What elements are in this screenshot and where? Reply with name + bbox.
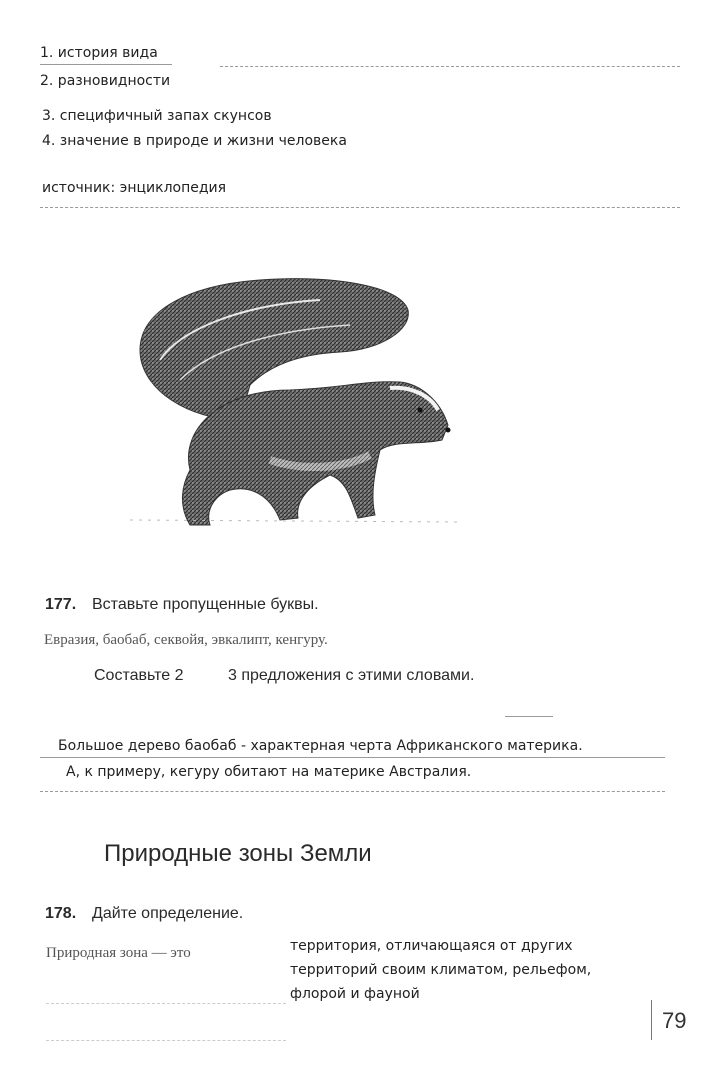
section-title: Природные зоны Земли [104, 840, 372, 867]
answer-underline [40, 757, 665, 758]
task-177-number: 177. [45, 596, 77, 613]
task-178-answer-2: территорий своим климатом, рельефом, [290, 962, 592, 978]
task-178-term: Природная зона — это [46, 945, 191, 961]
divider [40, 207, 680, 208]
divider [46, 1003, 286, 1004]
plan-item-3: 3. специфичный запах скунсов [42, 108, 272, 124]
task-178-title: Дайте определение. [92, 905, 244, 922]
task-177-words: Евразия, баобаб, секвойя, эвкалипт, кенгуру. [44, 632, 328, 648]
skunk-illustration [120, 270, 470, 540]
page-number: 79 [662, 1008, 687, 1033]
plan-item-2: 2. разновидности [40, 73, 171, 89]
task-177-compose-a: Составьте 2 [94, 667, 184, 684]
task-177-answer-1: Большое дерево баобаб - характерная черта Африканского материка. [58, 738, 583, 754]
task-178-answer-1: территория, отличающаяся от других [290, 938, 573, 954]
divider [220, 66, 680, 67]
plan-item-4: 4. значение в природе и жизни человека [42, 133, 347, 149]
page-number-rule [651, 1000, 652, 1040]
divider [40, 64, 172, 65]
task-177-compose-b: 3 предложения с этими словами. [228, 667, 475, 684]
task-177-answer-2: А, к примеру, кегуру обитают на материке Австралия. [66, 764, 472, 780]
task-178-number: 178. [45, 905, 77, 922]
divider [505, 716, 553, 717]
plan-item-1: 1. история вида [40, 45, 158, 61]
divider [46, 1040, 286, 1041]
task-178-answer-3: флорой и фауной [290, 986, 420, 1002]
plan-source: источник: энциклопедия [42, 180, 227, 196]
divider [40, 791, 665, 792]
task-177-title: Вставьте пропущенные буквы. [92, 596, 319, 613]
